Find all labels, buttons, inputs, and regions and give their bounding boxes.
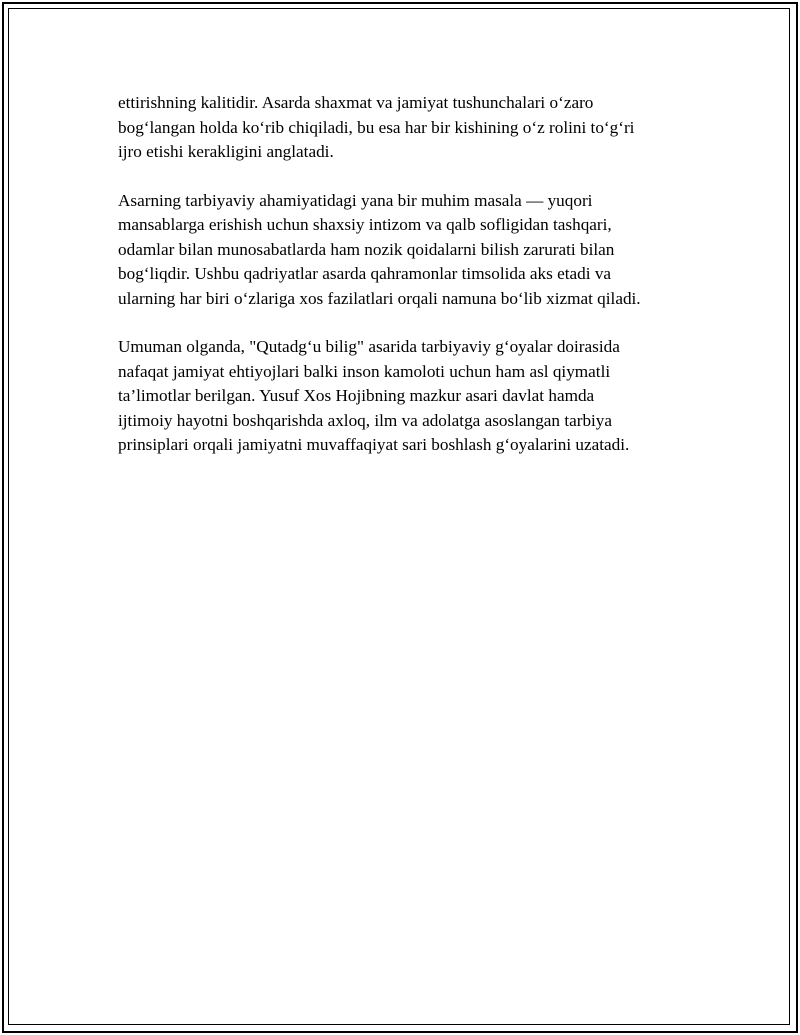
text-line: Umuman olganda, "Qutadg‘u bilig" asarida tarbiyaviy g‘oyalar doirasida	[118, 337, 620, 356]
text-line: Asarning tarbiyaviy ahamiyatidagi yana bir muhim masala — yuqori	[118, 190, 593, 210]
paragraph-2	[118, 189, 688, 312]
text-line: mansablarga erishish uchun shaxsiy intizom va qalb sofligidan tashqari,	[118, 215, 612, 234]
text-line: bog‘liqdir. Ushbu qadriyatlar asarda qahramonlar timsolida aks etadi va	[118, 264, 612, 283]
text-line: nafaqat jamiyat ehtiyojlari balki inson kamoloti uchun ham asl qiymatli	[118, 361, 611, 381]
text-line: ijro etishi kerakligini anglatadi.	[118, 142, 334, 161]
text-line: ta’limotlar berilgan. Yusuf Xos Hojibning mazkur asari davlat hamda	[118, 386, 595, 405]
text-line: ettirishning kalitidir. Asarda shaxmat va jamiyat tushunchalari o‘zaro	[118, 93, 594, 112]
text-line: ijtimoiy hayotni boshqarishda axloq, ilm va adolatga asoslangan tarbiya	[118, 410, 613, 430]
text-line: bog‘langan holda ko‘rib chiqiladi, bu esa har bir kishining o‘z rolini to‘g‘ri	[118, 117, 635, 137]
paragraph-1	[118, 91, 688, 165]
text-line: odamlar bilan munosabatlarda ham nozik qoidalarni bilish zarurati bilan	[118, 239, 615, 259]
text-line: prinsiplari orqali jamiyatni muvaffaqiyat sari boshlash g‘oyalarini uzatadi.	[118, 435, 630, 454]
paragraph-3	[118, 335, 688, 458]
text-line: ularning har biri o‘zlariga xos fazilatlari orqali namuna bo‘lib xizmat qiladi.	[118, 288, 641, 308]
document-body	[118, 91, 688, 482]
